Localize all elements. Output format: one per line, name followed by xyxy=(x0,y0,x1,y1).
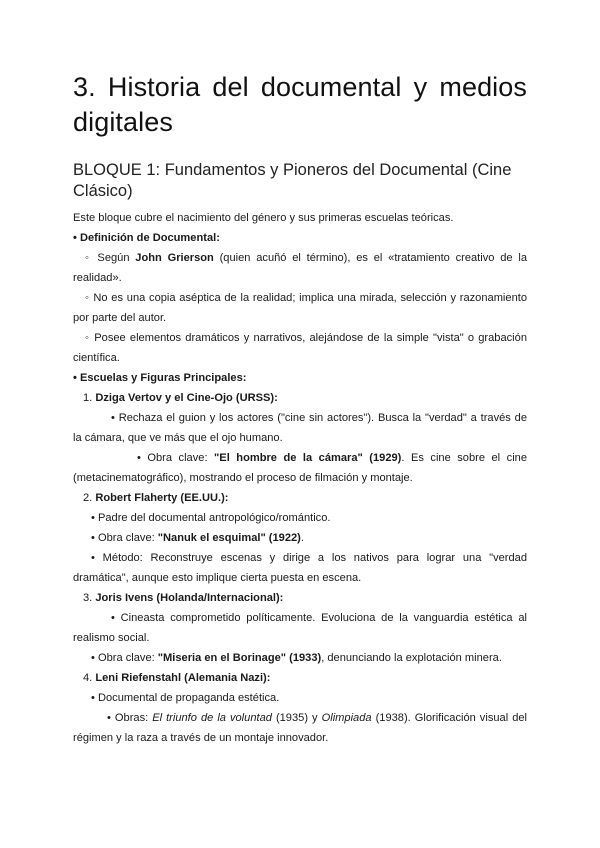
school-vertov-number: 1. xyxy=(83,392,93,404)
school-vertov-heading xyxy=(73,388,527,408)
school-ivens-work: "Miseria en el Borinage" (1933) xyxy=(157,652,322,664)
school-flaherty-point-2-suffix: . xyxy=(300,532,304,544)
school-flaherty-point-2-prefix: • Obra clave: xyxy=(91,532,158,544)
school-riefenstahl-number: 4. xyxy=(83,672,93,684)
block-title: BLOQUE 1: Fundamentos y Pioneros del Documental (Cine Clásico) xyxy=(73,161,512,200)
school-flaherty-point-3: • Método: Reconstruye escenas y dirige a los nativos para lograr una "verdad dramática", aunque esto implique cierta puesta en escena. xyxy=(73,552,527,584)
school-riefenstahl-work-2: Olimpiada xyxy=(321,712,372,724)
school-ivens-point-1: • Cineasta comprometido políticamente. Evoluciona de la vanguardia estética al realismo social. xyxy=(73,612,527,644)
document-page xyxy=(73,70,527,748)
school-vertov-point-2-prefix: • Obra clave: xyxy=(137,452,215,464)
definition-heading: • Definición de Documental: xyxy=(73,232,220,244)
definition-point-3: ◦ Posee elementos dramáticos y narrativos, alejándose de la simple "vista" o grabación científica. xyxy=(73,332,527,364)
school-ivens-point-2 xyxy=(73,648,527,668)
school-flaherty-number: 2. xyxy=(83,492,93,504)
school-flaherty-point-1: • Padre del documental antropológico/romántico. xyxy=(91,512,331,524)
school-flaherty-work: "Nanuk el esquimal" (1922) xyxy=(157,532,301,544)
school-vertov-point-1: • Rechaza el guion y los actores ("cine sin actores"). Busca la "verdad" a través de la cámara, que ve más que el ojo humano. xyxy=(73,412,527,444)
school-ivens-name: Joris Ivens (Holanda/Internacional): xyxy=(95,592,284,604)
school-riefenstahl-point-2-mid: (1935) y xyxy=(271,712,322,724)
school-riefenstahl-point-2-prefix: • Obras: xyxy=(107,712,153,724)
intro-paragraph: Este bloque cubre el nacimiento del género y sus primeras escuelas teóricas. xyxy=(73,212,454,224)
definition-point-1-suffix: (quien acuñó el término), es el «tratamiento creativo de la realidad». xyxy=(73,252,527,284)
school-riefenstahl-point-1: • Documental de propaganda estética. xyxy=(91,692,280,704)
school-vertov-point-2 xyxy=(73,448,527,488)
definition-point-1 xyxy=(73,248,527,288)
school-ivens-heading xyxy=(73,588,527,608)
definition-point-1-name: John Grierson xyxy=(135,252,214,264)
school-ivens-number: 3. xyxy=(83,592,93,604)
school-flaherty-point-2 xyxy=(73,528,527,548)
school-vertov-name: Dziga Vertov y el Cine-Ojo (URSS): xyxy=(95,392,278,404)
school-riefenstahl-point-2 xyxy=(73,708,527,748)
school-ivens-point-2-prefix: • Obra clave: xyxy=(91,652,158,664)
schools-heading: • Escuelas y Figuras Principales: xyxy=(73,372,247,384)
school-vertov-point-2-suffix: . Es cine sobre el cine (metacinematográfico), mostrando el proceso de filmación y montaje. xyxy=(73,452,527,484)
school-riefenstahl-name: Leni Riefenstahl (Alemania Nazi): xyxy=(95,672,271,684)
school-riefenstahl-point-2-suffix: (1938). Glorificación visual del régimen y la raza a través de un montaje innovador. xyxy=(73,712,527,744)
definition-point-2: ◦ No es una copia aséptica de la realidad; implica una mirada, selección y razonamiento por parte del autor. xyxy=(73,292,527,324)
definition-point-1-prefix: ◦ Según xyxy=(85,252,136,264)
school-flaherty-heading xyxy=(73,488,527,508)
school-ivens-point-2-suffix: , denunciando la explotación minera. xyxy=(321,652,502,664)
page-title: 3. Historia del documental y medios digitales xyxy=(73,72,527,137)
school-riefenstahl-heading xyxy=(73,668,527,688)
school-flaherty-name: Robert Flaherty (EE.UU.): xyxy=(95,492,229,504)
school-riefenstahl-work-1: El triunfo de la voluntad xyxy=(152,712,272,724)
school-vertov-work: "El hombre de la cámara" (1929) xyxy=(214,452,402,464)
